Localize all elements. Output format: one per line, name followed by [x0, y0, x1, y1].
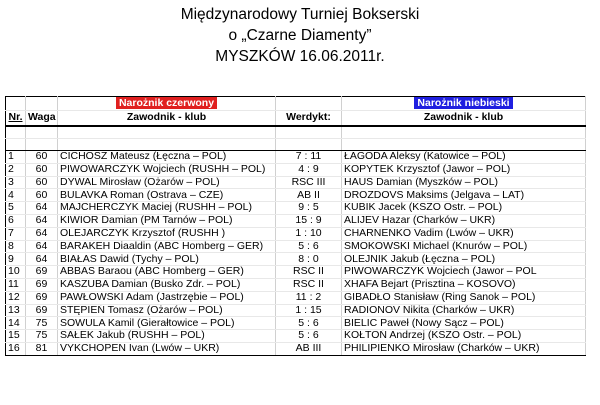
- red-corner-boxer: BIAŁAS Dawid (Tychy – POL): [58, 253, 276, 266]
- tournament-subtitle: o „Czarne Diamenty”: [228, 27, 372, 44]
- blue-corner-boxer: XHAFA Bejart (Prisztina – KOSOVO): [342, 278, 586, 291]
- bout-number: 8: [6, 240, 26, 253]
- col-verdict-header: Werdykt:: [276, 111, 342, 127]
- verdict: 5 : 6: [276, 240, 342, 253]
- blue-corner-boxer: HAUS Damian (Myszków – POL): [342, 176, 586, 189]
- spacer-row: [6, 126, 586, 139]
- verdict: 9 : 5: [276, 202, 342, 215]
- blue-corner-boxer: OLEJNIK Jakub (Łęczna – POL): [342, 253, 586, 266]
- red-corner-boxer: BARAKEH Diaaldin (ABC Homberg – GER): [58, 240, 276, 253]
- header-row-corners: [6, 97, 586, 111]
- red-corner-label: Narożnik czerwony: [116, 97, 217, 109]
- weight-class: 69: [26, 291, 58, 304]
- blue-corner-boxer: DROZDOVS Maksims (Jelgava – LAT): [342, 189, 586, 202]
- bout-number: 15: [6, 330, 26, 343]
- verdict: 11 : 2: [276, 291, 342, 304]
- bout-number: 11: [6, 278, 26, 291]
- bout-number: 1: [6, 151, 26, 164]
- table-row: [6, 240, 586, 253]
- table-row: [6, 151, 586, 164]
- table-row: [6, 214, 586, 227]
- verdict: RSC III: [276, 176, 342, 189]
- weight-class: 60: [26, 176, 58, 189]
- red-corner-boxer: SAŁEK Jakub (RUSHH – POL): [58, 330, 276, 343]
- table-row: [6, 304, 586, 317]
- bout-number: 2: [6, 163, 26, 176]
- table-row: [6, 227, 586, 240]
- verdict: 7 : 11: [276, 151, 342, 164]
- bout-number: 13: [6, 304, 26, 317]
- blue-corner-boxer: CHARNENKO Vadim (Lwów – UKR): [342, 227, 586, 240]
- red-corner-boxer: ABBAS Baraou (ABC Homberg – GER): [58, 266, 276, 279]
- blue-corner-boxer: PHILIPIENKO Mirosław (Charków – UKR): [342, 342, 586, 355]
- blue-corner-boxer: BIELIC Paweł (Nowy Sącz – POL): [342, 317, 586, 330]
- bout-number: 10: [6, 266, 26, 279]
- red-corner-boxer: SOWULA Kamil (Gierałtowice – POL): [58, 317, 276, 330]
- weight-class: 75: [26, 317, 58, 330]
- blue-corner-boxer: ALIJEV Hazar (Charków – UKR): [342, 214, 586, 227]
- verdict: RSC II: [276, 278, 342, 291]
- weight-class: 69: [26, 266, 58, 279]
- red-corner-boxer: VYKCHOPEN Ivan (Lwów – UKR): [58, 342, 276, 355]
- table-row: [6, 189, 586, 202]
- verdict: 4 : 9: [276, 163, 342, 176]
- bout-number: 7: [6, 227, 26, 240]
- bout-number: 12: [6, 291, 26, 304]
- blue-corner-boxer: KOŁTOŃ Andrzej (KSZO Ostr. – POL): [342, 330, 586, 343]
- col-weight-header: Waga: [26, 111, 58, 127]
- blue-corner-boxer: RADIONOV Nikita (Charków – UKR): [342, 304, 586, 317]
- verdict: AB III: [276, 342, 342, 355]
- weight-class: 69: [26, 278, 58, 291]
- red-corner-boxer: DYWAL Mirosław (Ożarów – POL): [58, 176, 276, 189]
- results-table: [5, 96, 586, 356]
- verdict: RSC II: [276, 266, 342, 279]
- table-row: [6, 330, 586, 343]
- weight-class: 64: [26, 253, 58, 266]
- table-row: [6, 342, 586, 355]
- verdict: AB II: [276, 189, 342, 202]
- bout-number: 3: [6, 176, 26, 189]
- bout-number: 4: [6, 189, 26, 202]
- weight-class: 60: [26, 189, 58, 202]
- header-row-columns: [6, 111, 586, 127]
- blue-corner-boxer: KUBIK Jacek (KSZO Ostr. – POL): [342, 202, 586, 215]
- red-corner-boxer: STĘPIEŃ Tomasz (Ożarów – POL): [58, 304, 276, 317]
- table-row: [6, 176, 586, 189]
- weight-class: 64: [26, 227, 58, 240]
- red-corner-boxer: CICHOSZ Mateusz (Łęczna – POL): [58, 151, 276, 164]
- red-corner-boxer: KIWIOR Damian (PM Tarnów – POL): [58, 214, 276, 227]
- blue-corner-boxer: KOPYTEK Krzysztof (Jawor – POL): [342, 163, 586, 176]
- bout-number: 5: [6, 202, 26, 215]
- verdict: 15 : 9: [276, 214, 342, 227]
- red-corner-boxer: KASZUBA Damian (Busko Zdr. – POL): [58, 278, 276, 291]
- col-blue-header: Zawodnik - klub: [342, 111, 586, 127]
- weight-class: 81: [26, 342, 58, 355]
- verdict: 5 : 6: [276, 317, 342, 330]
- weight-class: 64: [26, 202, 58, 215]
- bout-number: 14: [6, 317, 26, 330]
- table-row: [6, 253, 586, 266]
- weight-class: 69: [26, 304, 58, 317]
- table-row: [6, 278, 586, 291]
- spacer-row: [6, 139, 586, 151]
- table-row: [6, 291, 586, 304]
- verdict: 1 : 10: [276, 227, 342, 240]
- blue-corner-boxer: GIBADŁO Stanisław (Ring Sanok – POL): [342, 291, 586, 304]
- table-row: [6, 317, 586, 330]
- weight-class: 64: [26, 240, 58, 253]
- verdict: 5 : 6: [276, 330, 342, 343]
- tournament-place-date: MYSZKÓW 16.06.2011r.: [215, 48, 385, 65]
- table-row: [6, 266, 586, 279]
- verdict: 8 : 0: [276, 253, 342, 266]
- tournament-title: Międzynarodowy Turniej Bokserski: [180, 6, 420, 23]
- bout-number: 16: [6, 342, 26, 355]
- red-corner-boxer: MAJCHERCZYK Maciej (RUSHH – POL): [58, 202, 276, 215]
- red-corner-boxer: BULAVKA Roman (Ostrava – CZE): [58, 189, 276, 202]
- blue-corner-boxer: ŁAGODA Aleksy (Katowice – POL): [342, 151, 586, 164]
- red-corner-boxer: OLEJARCZYK Krzysztof (RUSHH ): [58, 227, 276, 240]
- weight-class: 75: [26, 330, 58, 343]
- bout-number: 6: [6, 214, 26, 227]
- weight-class: 60: [26, 151, 58, 164]
- weight-class: 60: [26, 163, 58, 176]
- table-row: [6, 163, 586, 176]
- verdict: 1 : 15: [276, 304, 342, 317]
- blue-corner-boxer: SMOKOWSKI Michael (Knurów – POL): [342, 240, 586, 253]
- table-row: [6, 202, 586, 215]
- weight-class: 64: [26, 214, 58, 227]
- red-corner-boxer: PAWŁOWSKI Adam (Jastrzębie – POL): [58, 291, 276, 304]
- col-nr-header: Nr.: [6, 111, 26, 127]
- red-corner-boxer: PIWOWARCZYK Wojciech (RUSHH – POL): [58, 163, 276, 176]
- col-red-header: Zawodnik - klub: [58, 111, 276, 127]
- bout-number: 9: [6, 253, 26, 266]
- blue-corner-boxer: PIWOWARCZYK Wojciech (Jawor – POL: [342, 266, 586, 279]
- blue-corner-label: Narożnik niebieski: [414, 97, 512, 109]
